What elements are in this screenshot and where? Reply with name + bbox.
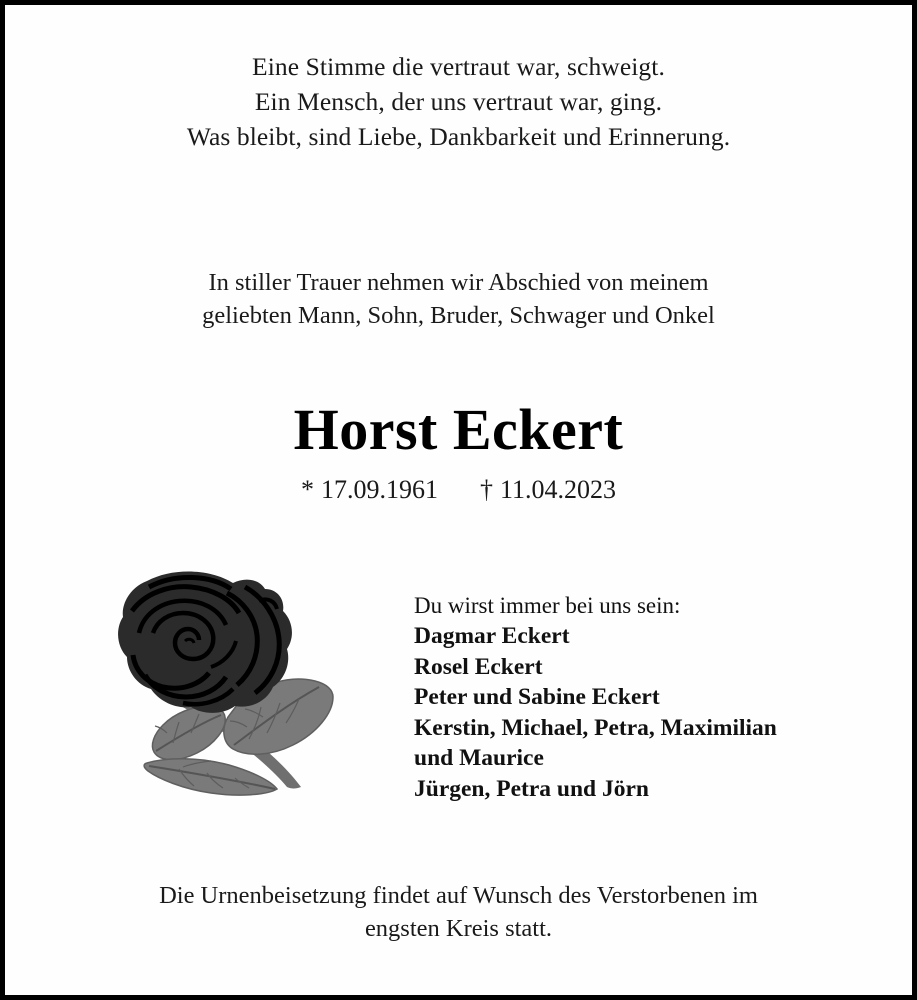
birth-date-group: [301, 475, 438, 504]
closing-line-1: Die Urnenbeisetzung findet auf Wunsch des Verstorbenen im: [159, 882, 758, 909]
cross-dagger-icon: †: [479, 475, 493, 504]
funeral-arrangement-note: [5, 879, 912, 945]
closing-line-2: engsten Kreis statt.: [364, 915, 553, 942]
mourning-intro: [5, 266, 912, 332]
rose-leaf-bottom: [144, 759, 277, 795]
mourner-name: und Maurice: [414, 745, 544, 771]
mourner-name: Peter und Sabine Eckert: [414, 684, 660, 710]
mourner-name: Dagmar Eckert: [414, 623, 570, 649]
life-dates: [5, 475, 912, 505]
verse-line-2: Ein Mensch, der uns vertraut war, ging.: [254, 87, 663, 116]
birth-star-icon: *: [300, 475, 314, 504]
intro-line-1: In stiller Trauer nehmen wir Abschied von meinem: [208, 269, 709, 296]
mourner-name: Kerstin, Michael, Petra, Maximilian: [414, 714, 777, 741]
verse-line-1: Eine Stimme die vertraut war, schweigt.: [252, 52, 665, 81]
rose-leaf-middle: [152, 707, 225, 760]
death-date-value: 11.04.2023: [499, 475, 617, 504]
mourners-lead-text: Du wirst immer bei uns sein:: [414, 593, 681, 618]
notice-inner-surface: [5, 5, 912, 995]
black-rose-illustration: [87, 567, 339, 803]
memorial-verse: [5, 49, 912, 154]
birth-date-value: 17.09.1961: [320, 475, 438, 504]
mourner-name: Jürgen, Petra und Jörn: [414, 775, 649, 802]
verse-line-3: Was bleibt, sind Liebe, Dankbarkeit und Erinnerung.: [186, 122, 731, 151]
death-date-group: [480, 475, 616, 504]
mourner-name: Rosel Eckert: [414, 653, 543, 680]
intro-line-2: geliebten Mann, Sohn, Bruder, Schwager und Onkel: [202, 302, 715, 329]
mourners-list: [414, 591, 844, 804]
rose-bloom: [118, 571, 292, 712]
deceased-name: Horst Eckert: [293, 397, 624, 462]
